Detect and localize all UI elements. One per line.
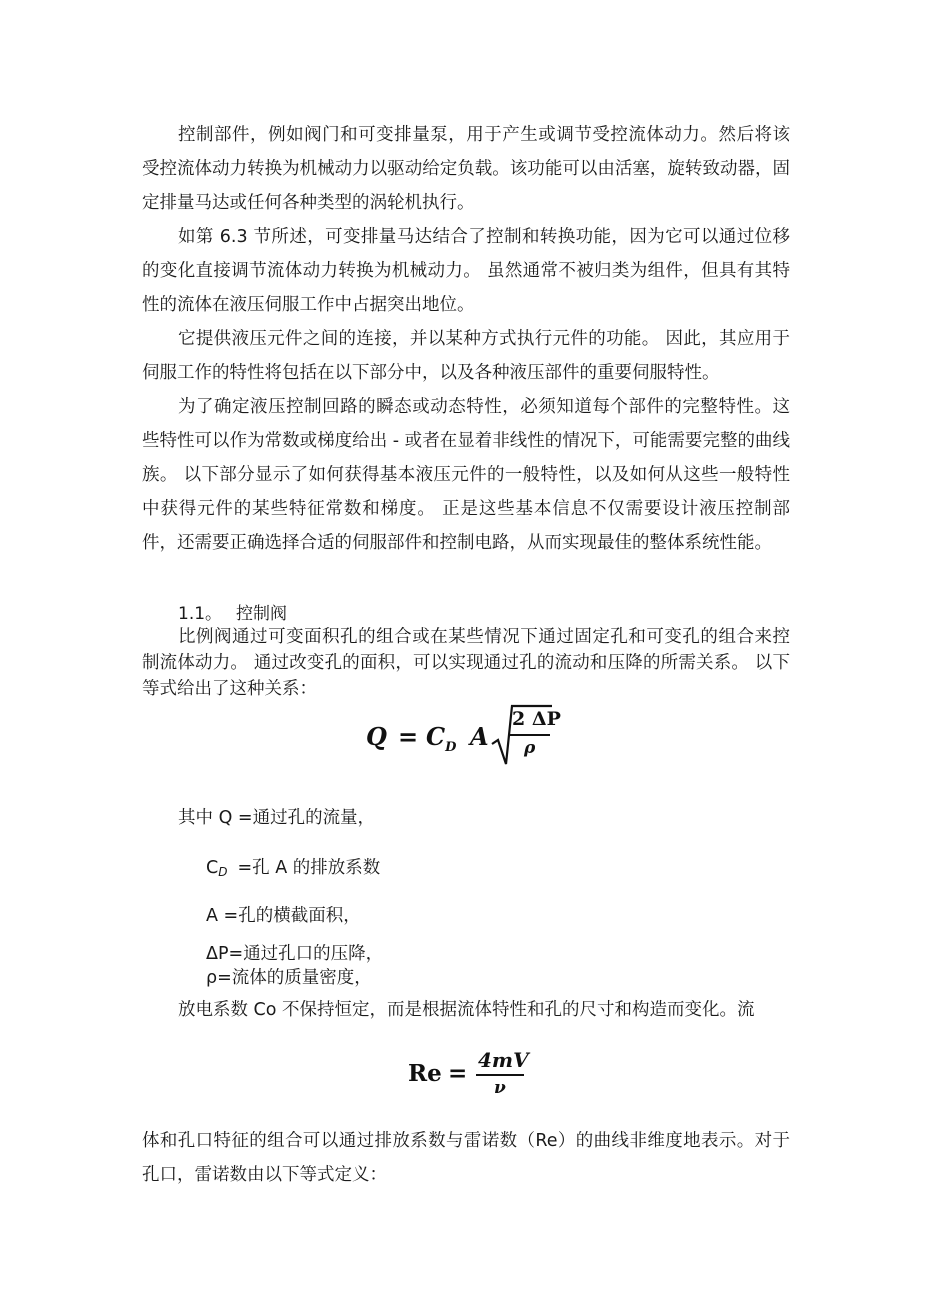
- section-heading: [178, 602, 287, 626]
- where-intro: 其中 Q =通过孔的流量，: [178, 808, 376, 828]
- fraction-bar: [476, 1074, 524, 1076]
- fraction-denominator: ν: [494, 1078, 506, 1098]
- paragraph-fluid-connection: 它提供液压元件之间的连接，并以某种方式执行元件的功能。 因此，其应用于伺服工作的特性将包括在以下部分中，以及各种液压部件的重要伺服特性。: [142, 329, 790, 383]
- equals-sign: =: [448, 1060, 468, 1087]
- equals-sign: =: [398, 722, 419, 751]
- discharge-coefficient-symbol: $C_D$: [426, 722, 457, 755]
- paragraph-discharge-coefficient: 放电系数 Co 不保持恒定，而是根据流体特性和孔的尺寸和构造而变化。流: [178, 1000, 755, 1020]
- area-symbol: A: [470, 722, 489, 751]
- paragraph-control-components: 控制部件，例如阀门和可变排量泵，用于产生或调节受控流体动力。然后将该受控流体动力转换为机械动力以驱动给定负载。该功能可以由活塞，旋转致动器，固定排量马达或任何各种类型的涡轮机执行。: [142, 125, 790, 213]
- paragraph-reynolds-definition: 体和孔口特征的组合可以通过排放系数与雷诺数（Re）的曲线非维度地表示。对于孔口，雷诺数由以下等式定义：: [142, 1131, 790, 1185]
- section-title: 控制阀: [236, 604, 288, 624]
- orifice-flow-equation: [366, 704, 566, 768]
- reynolds-symbol: Re: [408, 1060, 442, 1087]
- definition-discharge-coefficient: $C_D$ =孔 A 的排放系数: [206, 858, 381, 879]
- reynolds-number-equation: [408, 1048, 528, 1104]
- definition-area: A =孔的横截面积，: [206, 906, 361, 926]
- fraction-denominator: ρ: [524, 738, 536, 758]
- paragraph-dynamic-characteristics: 为了确定液压控制回路的瞬态或动态特性，必须知道每个部件的完整特性。这些特性可以作为常数或梯度给出 - 或者在显着非线性的情况下，可能需要完整的曲线族。 以下部分显示了如何获得基本液压元件的一般特性，以及如何从这些一般特性中获得元件的某些特征常数和梯度。 正是这些基本信息不仅需要设计液压控制部件，还需要正确选择合适的伺服部件和控制电路，从而实现最佳的整体系统性能。: [142, 397, 790, 553]
- paragraph-variable-motor: 如第 6.3 节所述，可变排量马达结合了控制和转换功能，因为它可以通过位移的变化直接调节流体动力转换为机械动力。 虽然通常不被归类为组件，但具有其特性的流体在液压伺服工作中占据突出地位。: [142, 227, 790, 315]
- fraction-bar: [510, 734, 550, 736]
- definition-pressure-drop: ΔP=通过孔口的压降，: [206, 944, 384, 964]
- definition-density: ρ=流体的质量密度，: [206, 968, 372, 988]
- paragraph-proportional-valve: 比例阀通过可变面积孔的组合或在某些情况下通过固定孔和可变孔的组合来控制流体动力。 通过改变孔的面积，可以实现通过孔的流动和压降的所需关系。 以下等式给出了这种关系：: [142, 627, 790, 699]
- fraction-numerator: 2 ΔP: [512, 708, 561, 730]
- section-number: 1.1。: [178, 604, 223, 624]
- fraction-numerator: 4mV: [478, 1048, 529, 1072]
- flow-symbol: Q: [366, 722, 387, 751]
